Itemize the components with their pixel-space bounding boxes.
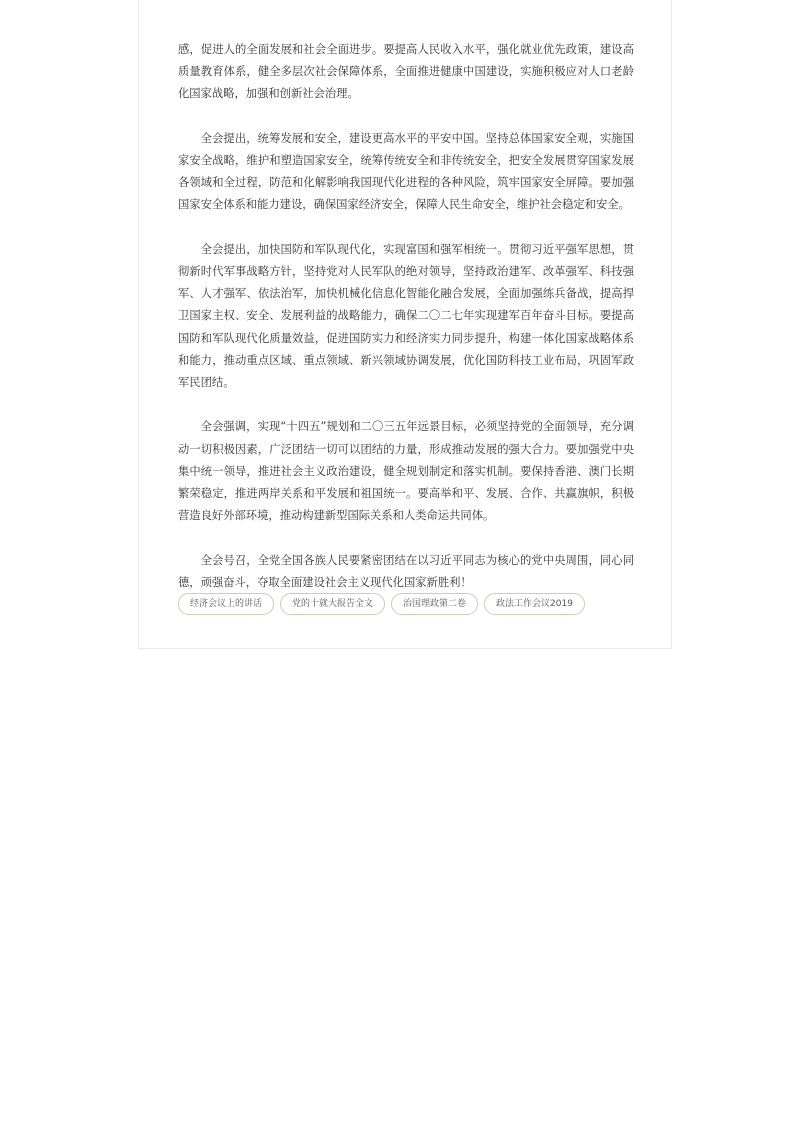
tag-link[interactable]: 党的十就大报告全文 bbox=[280, 593, 385, 615]
article-body bbox=[178, 39, 634, 616]
article-paragraph: 全会提出，统筹发展和安全，建设更高水平的平安中国。坚持总体国家安全观，实施国家安全战略，维护和塑造国家安全，统筹传统安全和非传统安全，把安全发展贯穿国家发展各领域和全过程，防范和化解影响我国现代化进程的各种风险，筑牢国家安全屏障。要加强国家安全体系和能力建设，确保国家经济安全，保障人民生命安全，维护社会稳定和安全。 bbox=[178, 131, 634, 212]
article-paragraph: 感，促进人的全面发展和社会全面进步。要提高人民收入水平，强化就业优先政策，建设高质量教育体系，健全多层次社会保障体系，全面推进健康中国建设，实施积极应对人口老龄化国家战略，加强和创新社会治理。 bbox=[178, 43, 634, 101]
article-paragraph: 全会强调，实现“十四五”规划和二〇三五年远景目标，必须坚持党的全面领导，充分调动一切积极因素，广泛团结一切可以团结的力量，形成推动发展的强大合力。要加强党中央集中统一领导，推进社会主义政治建设，健全规划制定和落实机制。要保持香港、澳门长期繁荣稳定，推进两岸关系和平发展和祖国统一。要高举和平、发展、合作、共赢旗帜，积极营造良好外部环境，推动构建新型国际关系和人类命运共同体。 bbox=[178, 420, 634, 523]
tag-link[interactable]: 经济会议上的讲话 bbox=[178, 593, 274, 615]
article-paragraph: 全会号召，全党全国各族人民要紧密团结在以习近平同志为核心的党中央周围，同心同德，顽强奋斗，夺取全面建设社会主义现代化国家新胜利！ bbox=[178, 553, 634, 589]
tag-link[interactable]: 政法工作会议2019 bbox=[484, 593, 585, 615]
tag-list bbox=[178, 593, 585, 615]
article-paragraph: 全会提出，加快国防和军队现代化，实现富国和强军相统一。贯彻习近平强军思想，贯彻新时代军事战略方针，坚持党对人民军队的绝对领导，坚持政治建军、改革强军、科技强军、人才强军、依法治军，加快机械化信息化智能化融合发展，全面加强练兵备战，提高捍卫国家主权、安全、发展利益的战略能力，确保二〇二七年实现建军百年奋斗目标。要提高国防和军队现代化质量效益，促进国防实力和经济实力同步提升，构建一体化国家战略体系和能力，推动重点区域、重点领域、新兴领域协调发展，优化国防科技工业布局，巩固军政军民团结。 bbox=[178, 242, 634, 390]
tag-link[interactable]: 治国理政第二卷 bbox=[391, 593, 478, 615]
